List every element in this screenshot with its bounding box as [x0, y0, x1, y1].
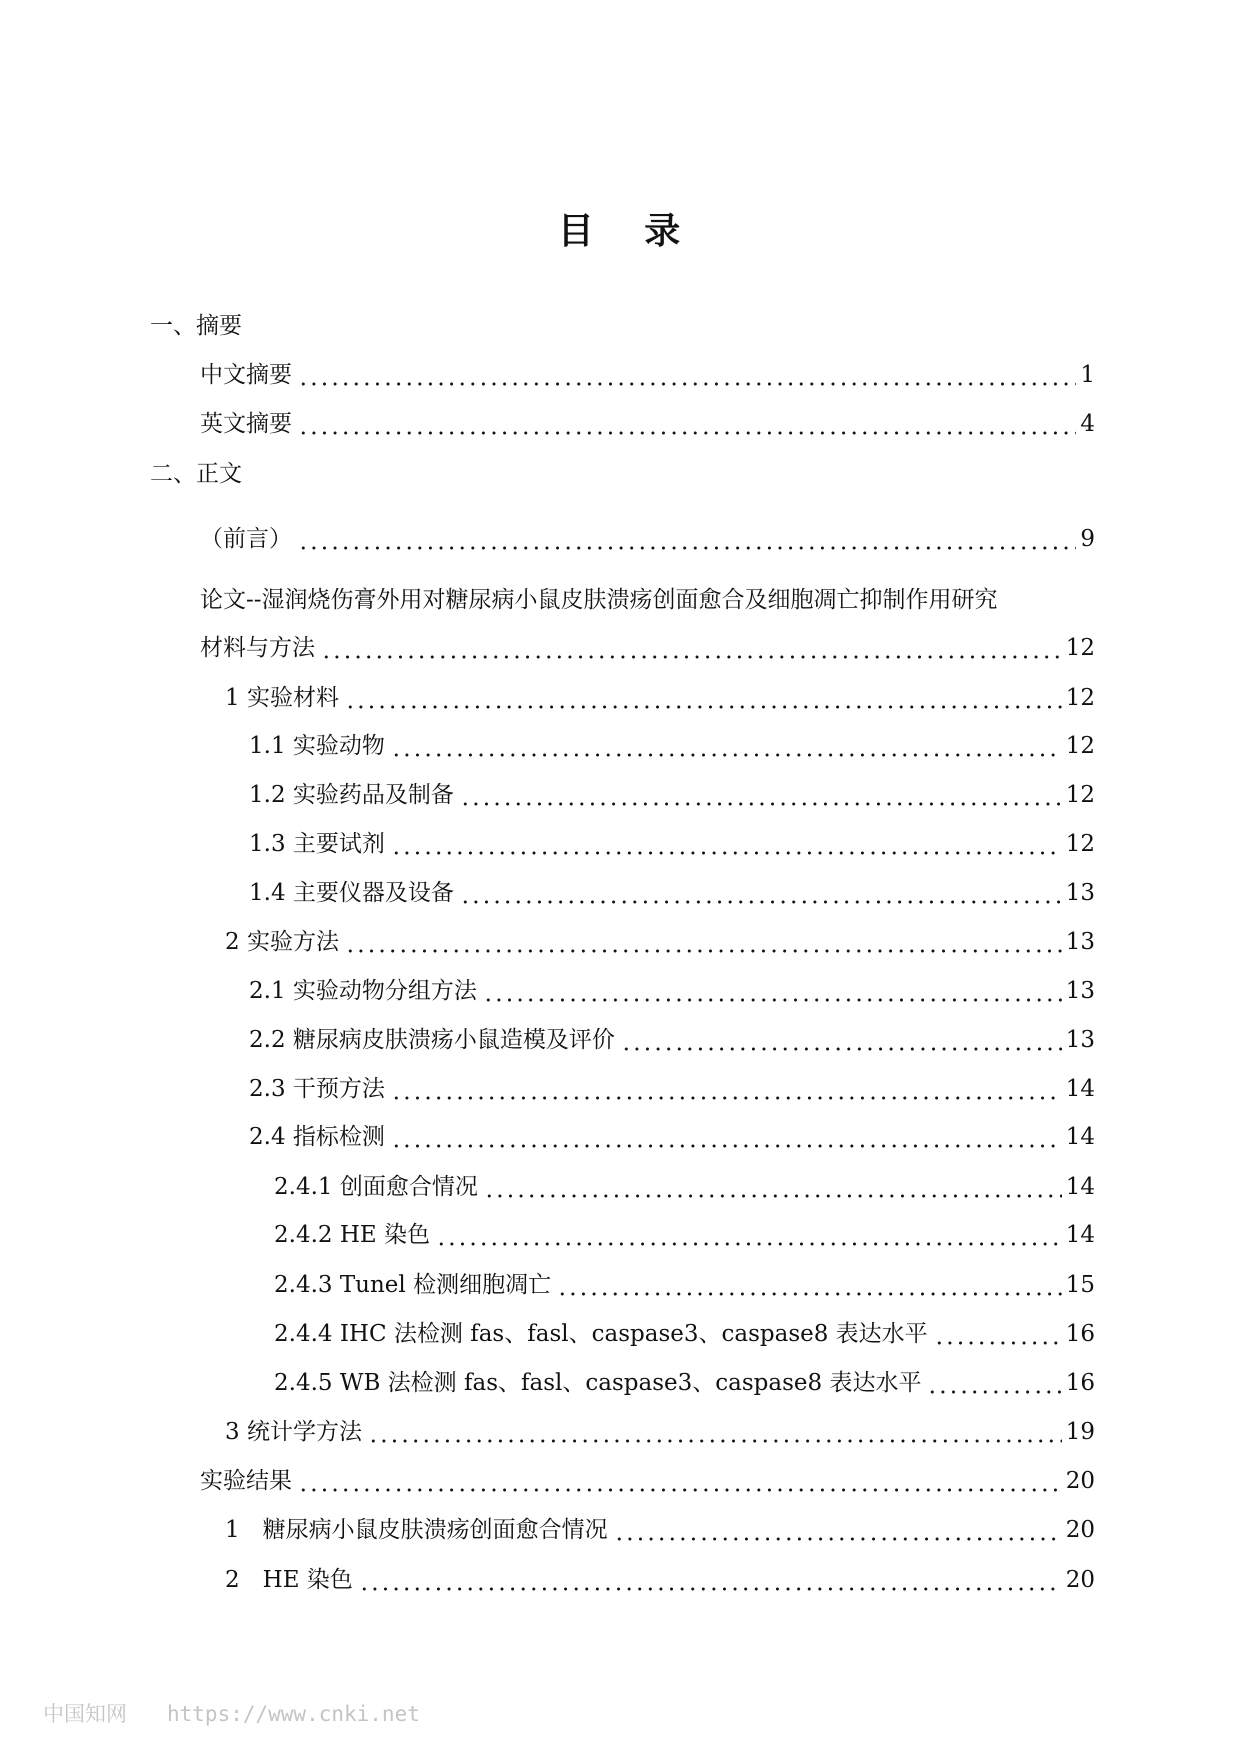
- toc-page-number: 20: [1065, 1468, 1095, 1494]
- toc-entry-label: 3 统计学方法: [225, 1419, 362, 1445]
- toc-entry: [249, 1122, 1095, 1152]
- dot-leader: [484, 1172, 1062, 1202]
- toc-page-number: 9: [1080, 526, 1095, 552]
- toc-page-number: 12: [1065, 782, 1095, 808]
- toc-page-number: 14: [1065, 1076, 1095, 1102]
- toc-page-number: 14: [1065, 1174, 1095, 1200]
- dot-leader: [621, 1025, 1062, 1055]
- toc-page-number: 12: [1065, 635, 1095, 661]
- page-title: 目 录: [557, 210, 683, 252]
- dot-leader: [391, 829, 1062, 859]
- dot-leader: [436, 1220, 1062, 1250]
- toc-entry-label: 2 HE 染色: [225, 1567, 353, 1593]
- toc-page-number: 12: [1065, 733, 1095, 759]
- toc-entry: [200, 524, 1095, 554]
- dot-leader: [934, 1319, 1062, 1349]
- dot-leader: [614, 1515, 1062, 1545]
- watermark-brand: 中国知网: [43, 1702, 127, 1726]
- toc-entry: [200, 633, 1095, 663]
- toc-heading-label: 一、摘要: [150, 313, 242, 339]
- toc-entry-label: 2 实验方法: [225, 929, 339, 955]
- toc-page-number: 13: [1065, 1027, 1095, 1053]
- toc-entry: [274, 1319, 1095, 1349]
- toc-entry-label: （前言）: [200, 526, 292, 552]
- toc-entry: [249, 780, 1095, 810]
- toc-entry: [249, 878, 1095, 908]
- toc-page-number: 1: [1080, 362, 1095, 388]
- toc-entry: [225, 1565, 1095, 1595]
- toc-entry-label: 材料与方法: [200, 635, 315, 661]
- toc-entry: [274, 1368, 1095, 1398]
- toc-entry-label: 2.4.1 创面愈合情况: [274, 1174, 478, 1200]
- toc-entry-label: 2.4.3 Tunel 检测细胞凋亡: [274, 1272, 552, 1298]
- toc-entry: [249, 829, 1095, 859]
- toc-entry-label: 2.3 干预方法: [249, 1076, 385, 1102]
- toc-thesis-title: [200, 585, 1095, 615]
- dot-leader: [391, 1074, 1062, 1104]
- toc-entry: [249, 731, 1095, 761]
- dot-leader: [391, 1122, 1062, 1152]
- dot-leader: [298, 524, 1076, 554]
- toc-page-number: 20: [1065, 1517, 1095, 1543]
- toc-page-number: 15: [1065, 1272, 1095, 1298]
- dot-leader: [345, 927, 1062, 957]
- toc-entry-label: 1.4 主要仪器及设备: [249, 880, 454, 906]
- toc-heading-label: 二、正文: [150, 461, 242, 487]
- toc-page-number: 13: [1065, 978, 1095, 1004]
- dot-leader: [460, 780, 1062, 810]
- watermark-url: https://www.cnki.net: [167, 1702, 420, 1726]
- toc-entry-label: 1 实验材料: [225, 685, 339, 711]
- dot-leader: [557, 1270, 1062, 1300]
- dot-leader: [298, 409, 1076, 439]
- dot-leader: [391, 731, 1062, 761]
- toc-page-number: 19: [1065, 1419, 1095, 1445]
- toc-entry: [274, 1172, 1095, 1202]
- toc-entry: [225, 1417, 1095, 1447]
- toc-page-number: 20: [1065, 1567, 1095, 1593]
- toc-entry: [274, 1220, 1095, 1250]
- toc-entry: [225, 683, 1095, 713]
- toc-entry-label: 1 糖尿病小鼠皮肤溃疡创面愈合情况: [225, 1517, 608, 1543]
- dot-leader: [298, 360, 1076, 390]
- dot-leader: [359, 1565, 1062, 1595]
- dot-leader: [345, 683, 1062, 713]
- dot-leader: [483, 976, 1062, 1006]
- toc-page-number: 16: [1065, 1370, 1095, 1396]
- toc-page-number: 12: [1065, 831, 1095, 857]
- toc-page-number: 16: [1065, 1321, 1095, 1347]
- toc-entry-label: 2.4.4 IHC 法检测 fas、fasl、caspase3、caspase8 表达水平: [274, 1321, 928, 1347]
- toc-heading: [150, 459, 1095, 489]
- toc-entry-label: 2.1 实验动物分组方法: [249, 978, 477, 1004]
- toc-entry-label: 实验结果: [200, 1468, 292, 1494]
- toc-page-number: 13: [1065, 929, 1095, 955]
- toc-entry-label: 1.1 实验动物: [249, 733, 385, 759]
- toc-entry-label: 2.2 糖尿病皮肤溃疡小鼠造模及评价: [249, 1027, 615, 1053]
- dot-leader: [368, 1417, 1062, 1447]
- toc-entry-label: 2.4.5 WB 法检测 fas、fasl、caspase3、caspase8 表达水平: [274, 1370, 922, 1396]
- toc-thesis-title-label: 论文--湿润烧伤膏外用对糖尿病小鼠皮肤溃疡创面愈合及细胞凋亡抑制作用研究: [200, 587, 998, 613]
- toc-page-number: 4: [1080, 411, 1095, 437]
- toc-page-number: 14: [1065, 1222, 1095, 1248]
- toc-entry-label: 中文摘要: [200, 362, 292, 388]
- toc-entry: [249, 976, 1095, 1006]
- dot-leader: [927, 1368, 1061, 1398]
- toc-entry-label: 2.4.2 HE 染色: [274, 1222, 430, 1248]
- dot-leader: [460, 878, 1062, 908]
- toc-page-number: 14: [1065, 1124, 1095, 1150]
- toc-entry-label: 英文摘要: [200, 411, 292, 437]
- cnki-watermark: [43, 1700, 420, 1728]
- toc-entry: [200, 409, 1095, 439]
- toc-entry: [200, 360, 1095, 390]
- toc-entry: [249, 1074, 1095, 1104]
- dot-leader: [321, 633, 1062, 663]
- toc-entry: [274, 1270, 1095, 1300]
- toc-entry: [249, 1025, 1095, 1055]
- toc-entry: [200, 1466, 1095, 1496]
- dot-leader: [298, 1466, 1062, 1496]
- toc-entry-label: 2.4 指标检测: [249, 1124, 385, 1150]
- toc-entry-label: 1.2 实验药品及制备: [249, 782, 454, 808]
- toc-heading: [150, 311, 1095, 341]
- toc-entry: [225, 927, 1095, 957]
- toc-page-number: 13: [1065, 880, 1095, 906]
- toc-entry-label: 1.3 主要试剂: [249, 831, 385, 857]
- toc-entry: [225, 1515, 1095, 1545]
- toc-page-number: 12: [1065, 685, 1095, 711]
